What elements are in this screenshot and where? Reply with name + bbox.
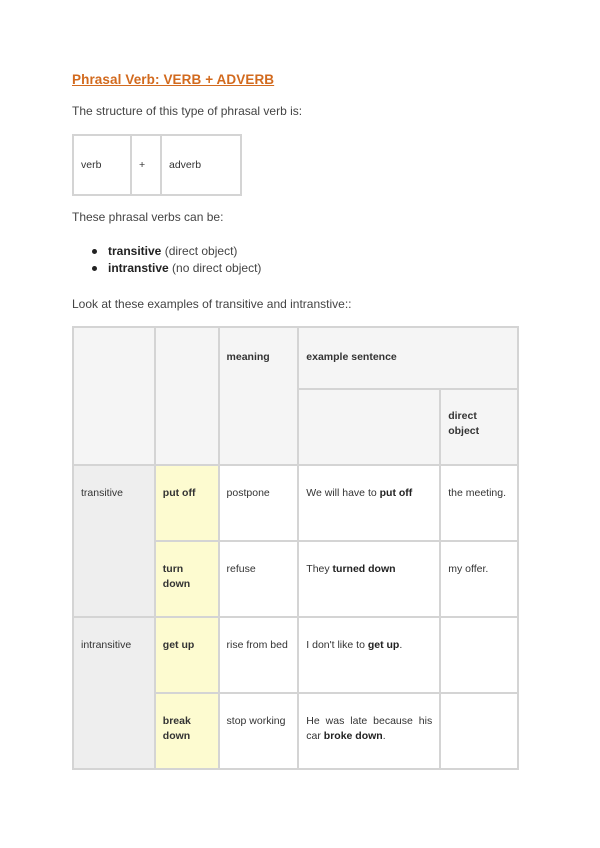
- bullet-icon: [92, 249, 97, 254]
- verb-cell: turn down: [155, 541, 219, 617]
- sentence-cell: They turned down: [298, 541, 440, 617]
- bullet-icon: [92, 266, 97, 271]
- header-blank-type: [73, 327, 155, 465]
- bullet-note: (no direct object): [172, 261, 262, 275]
- header-example-sentence: example sentence: [298, 327, 518, 389]
- header-direct-object: direct object: [440, 389, 518, 465]
- verb-cell: put off: [155, 465, 219, 541]
- sentence-cell: We will have to put off: [298, 465, 440, 541]
- list-item: [72, 244, 261, 261]
- structure-plus: +: [131, 135, 161, 195]
- list-item: [72, 261, 261, 278]
- structure-table: [72, 134, 242, 196]
- verb-cell: get up: [155, 617, 219, 693]
- type-cell: intransitive: [73, 617, 155, 769]
- object-cell: the meeting.: [440, 465, 518, 541]
- object-cell: [440, 693, 518, 769]
- bullet-note: (direct object): [164, 244, 238, 258]
- meaning-cell: refuse: [219, 541, 299, 617]
- structure-verb: verb: [73, 135, 131, 195]
- table-row: [73, 617, 518, 693]
- meaning-cell: rise from bed: [219, 617, 299, 693]
- object-cell: my offer.: [440, 541, 518, 617]
- header-meaning: meaning: [219, 327, 299, 465]
- sentence-cell: He was late because his car broke down.: [298, 693, 440, 769]
- bullet-term: intranstive: [108, 261, 169, 275]
- header-blank-sentence: [298, 389, 440, 465]
- meaning-cell: stop working: [219, 693, 299, 769]
- can-be-text: These phrasal verbs can be:: [72, 210, 224, 224]
- bullet-term: transitive: [108, 244, 162, 258]
- header-blank-verb: [155, 327, 219, 465]
- structure-adverb: adverb: [161, 135, 241, 195]
- verb-cell: break down: [155, 693, 219, 769]
- object-cell: [440, 617, 518, 693]
- table-row: [73, 465, 518, 541]
- type-cell: transitive: [73, 465, 155, 617]
- meaning-cell: postpone: [219, 465, 299, 541]
- examples-intro: Look at these examples of transitive and intranstive::: [72, 297, 352, 311]
- intro-text: The structure of this type of phrasal verb is:: [72, 104, 303, 118]
- sentence-cell: I don't like to get up.: [298, 617, 440, 693]
- page-title: Phrasal Verb: VERB + ADVERB: [72, 72, 275, 87]
- bullet-list: [72, 244, 261, 278]
- examples-table: [72, 326, 519, 770]
